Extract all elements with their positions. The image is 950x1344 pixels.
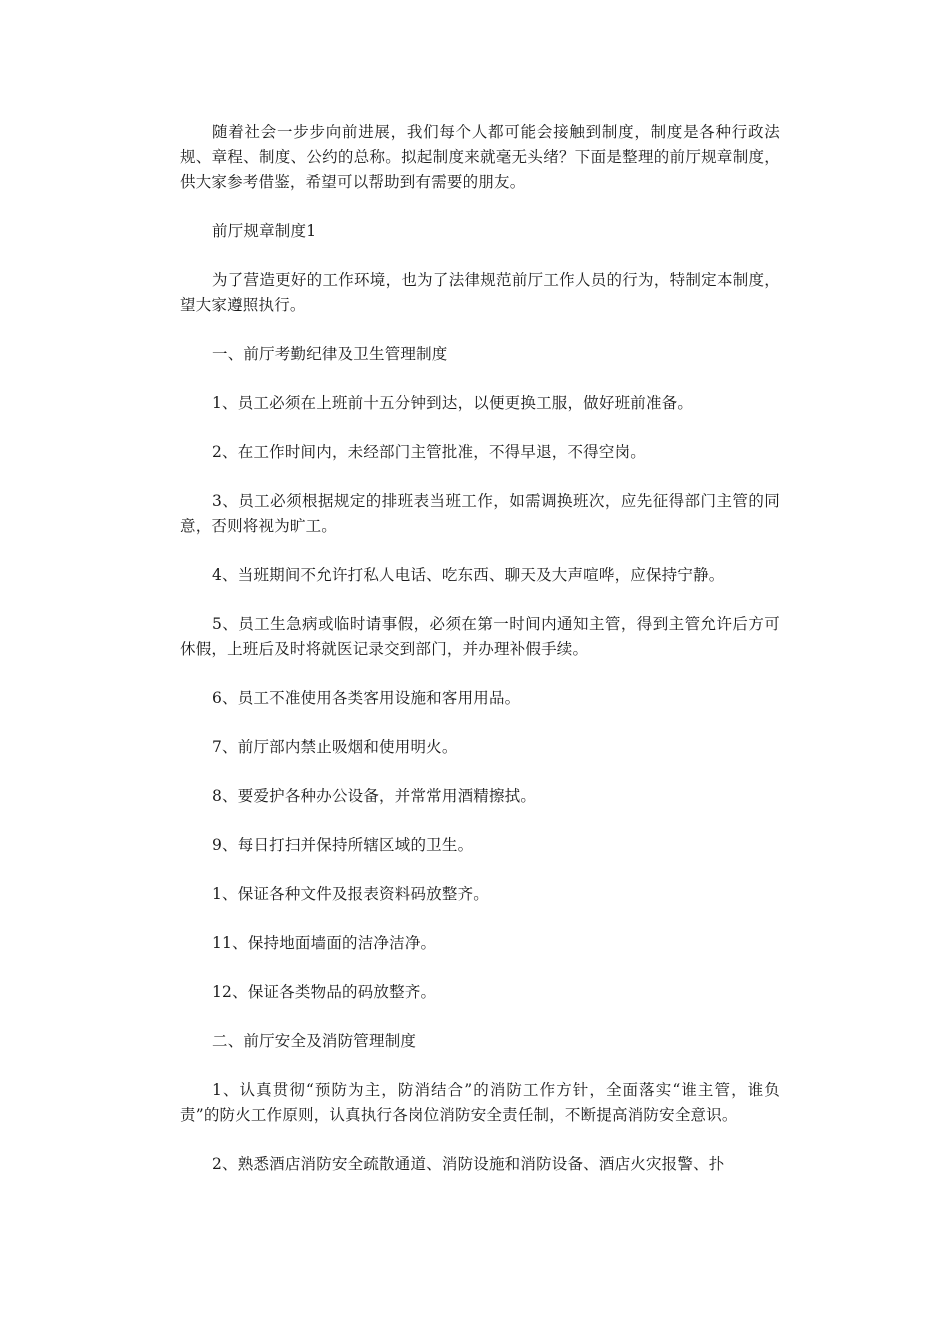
chapter-heading-2: 二、前厅安全及消防管理制度 [212,1032,417,1050]
rule-item: 5、员工生急病或临时请事假，必须在第一时间内通知主管，得到主管允许后方可休假，上班后及时将就医记录交到部门，并办理补假手续。 [180,615,780,658]
rule-item: 4、当班期间不允许打私人电话、吃东西、聊天及大声喧哗，应保持宁静。 [212,566,725,584]
rule-item: 7、前厅部内禁止吸烟和使用明火。 [212,738,458,756]
section-title: 前厅规章制度1 [212,222,317,240]
rule-item: 2、熟悉酒店消防安全疏散通道、消防设施和消防设备、酒店火灾报警、扑 [212,1155,725,1173]
rule-item: 1、认真贯彻“预防为主，防消结合”的消防工作方针，全面落实“谁主管，谁负责”的防火工作原则，认真执行各岗位消防安全责任制，不断提高消防安全意识。 [180,1081,780,1124]
rule-item: 2、在工作时间内，未经部门主管批准，不得早退，不得空岗。 [212,443,646,461]
rule-item: 8、要爱护各种办公设备，并常常用酒精擦拭。 [212,787,537,805]
rule-item: 1、员工必须在上班前十五分钟到达，以便更换工服，做好班前准备。 [212,394,694,412]
rule-item: 6、员工不准使用各类客用设施和客用用品。 [212,689,521,707]
rule-item: 9、每日打扫并保持所辖区域的卫生。 [212,836,474,854]
intro-paragraph: 随着社会一步步向前进展，我们每个人都可能会接触到制度，制度是各种行政法规、章程、制度、公约的总称。拟起制度来就毫无头绪？下面是整理的前厅规章制度，供大家参考借鉴，希望可以帮助到有需要的朋友。 [180,123,780,191]
rule-item: 1、保证各种文件及报表资料码放整齐。 [212,885,489,903]
preface-paragraph: 为了营造更好的工作环境，也为了法律规范前厅工作人员的行为，特制定本制度，望大家遵照执行。 [180,271,780,314]
rule-item: 12、保证各类物品的码放整齐。 [212,983,437,1001]
rule-item: 3、员工必须根据规定的排班表当班工作，如需调换班次，应先征得部门主管的同意，否则将视为旷工。 [180,492,780,535]
chapter-heading-1: 一、前厅考勤纪律及卫生管理制度 [212,345,448,363]
rule-item: 11、保持地面墙面的洁净洁净。 [212,934,437,952]
document-body [180,120,780,1177]
